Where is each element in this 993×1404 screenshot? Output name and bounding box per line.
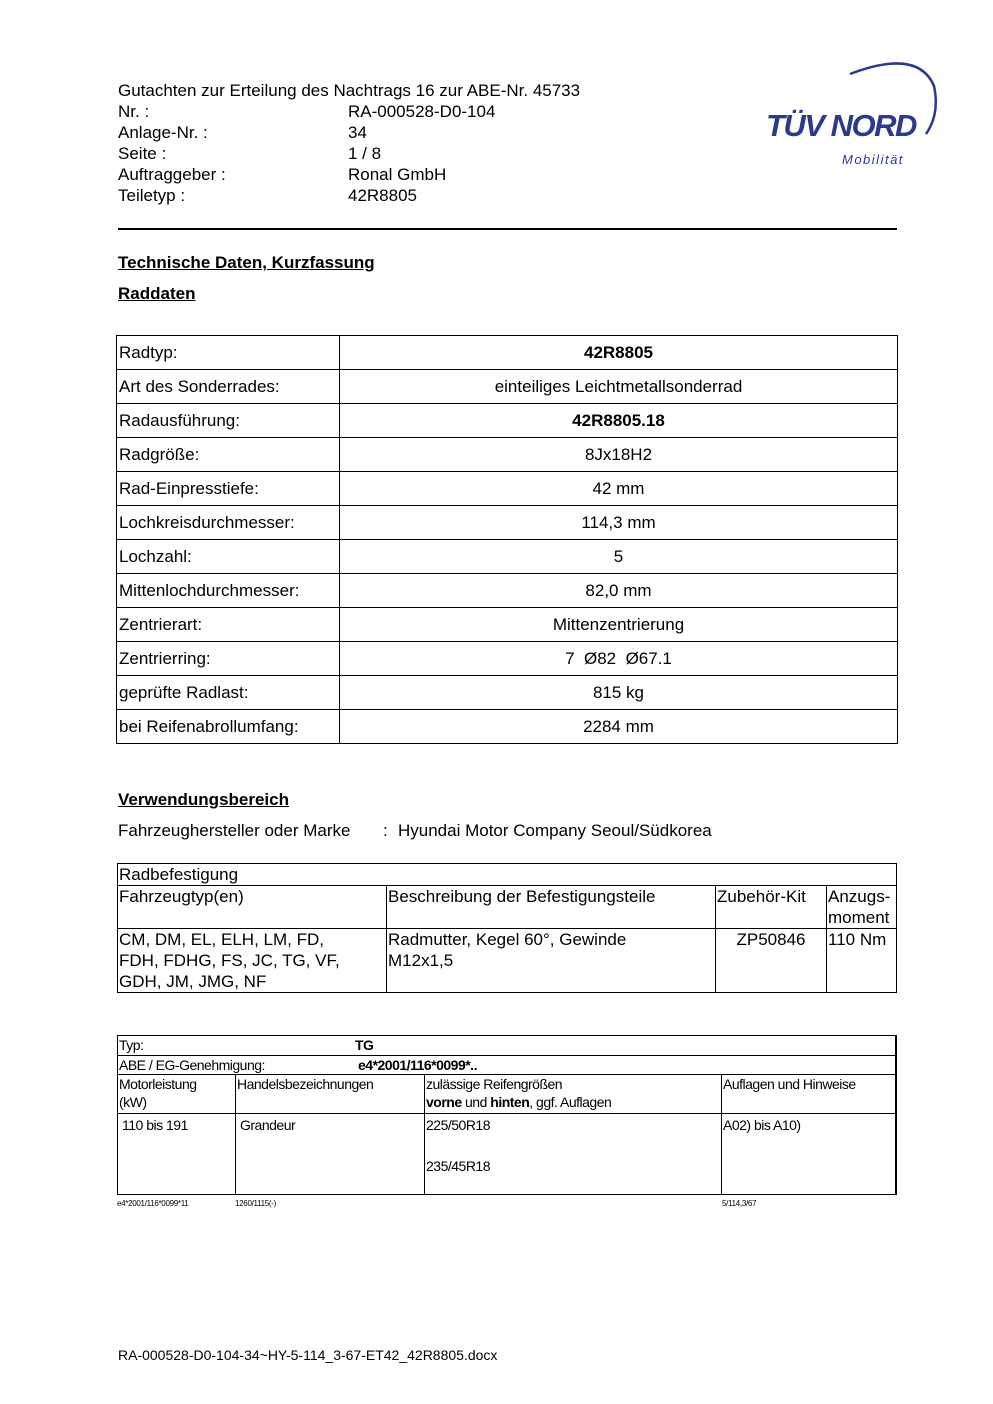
befestigung-table bbox=[117, 863, 897, 993]
tiny-note-bolt: 5/114,3/67 bbox=[722, 1199, 757, 1208]
raddaten-label: Radausführung: bbox=[117, 404, 340, 438]
table-row bbox=[117, 438, 898, 472]
raddaten-value: einteiliges Leichtmetallsonderrad bbox=[340, 370, 898, 404]
section-title-verwendung: Verwendungsbereich bbox=[118, 790, 289, 809]
befestigung-desc-line: Radmutter, Kegel 60°, Gewinde bbox=[388, 930, 627, 949]
befestigung-header-desc: Beschreibung der Befestigungsteile bbox=[387, 886, 716, 929]
hersteller-value: Hyundai Motor Company Seoul/Südkorea bbox=[398, 821, 712, 840]
raddaten-label: Lochzahl: bbox=[117, 540, 340, 574]
header-label-seite: Seite : bbox=[118, 144, 167, 163]
abe-label: ABE / EG-Genehmigung: bbox=[119, 1057, 265, 1073]
logo-brand: TÜV NORD bbox=[766, 108, 916, 143]
befestigung-types-line: CM, DM, EL, ELH, LM, FD, bbox=[119, 930, 324, 949]
typ-row bbox=[118, 1036, 897, 1056]
raddaten-value: 82,0 mm bbox=[340, 574, 898, 608]
table-row bbox=[118, 1075, 897, 1114]
typ-value: TG bbox=[355, 1037, 374, 1053]
table-row bbox=[118, 929, 897, 993]
raddaten-label: Lochkreisdurchmesser: bbox=[117, 506, 340, 540]
table-row bbox=[117, 370, 898, 404]
raddaten-value: 815 kg bbox=[340, 676, 898, 710]
table-row bbox=[117, 642, 898, 676]
table-row bbox=[118, 1036, 897, 1056]
abe-value: e4*2001/116*0099*.. bbox=[358, 1057, 477, 1073]
logo-subtitle: Mobilität bbox=[842, 152, 904, 167]
befestigung-types-line: FDH, FDHG, FS, JC, TG, VF, bbox=[119, 951, 340, 970]
raddaten-label: Zentrierring: bbox=[117, 642, 340, 676]
befestigung-types-line: GDH, JM, JMG, NF bbox=[119, 972, 267, 991]
table-row bbox=[117, 506, 898, 540]
befestigung-header-kit: Zubehör-Kit bbox=[716, 886, 827, 929]
table-row bbox=[118, 1114, 897, 1195]
table-row bbox=[118, 886, 897, 929]
raddaten-value: 7 Ø82 Ø67.1 bbox=[340, 642, 898, 676]
raddaten-label: Art des Sonderrades: bbox=[117, 370, 340, 404]
raddaten-value: 2284 mm bbox=[340, 710, 898, 744]
raddaten-label: geprüfte Radlast: bbox=[117, 676, 340, 710]
typ-header-hinten: hinten bbox=[490, 1094, 530, 1110]
abe-row bbox=[118, 1056, 897, 1075]
raddaten-label: Radtyp: bbox=[117, 336, 340, 370]
table-row bbox=[117, 574, 898, 608]
typ-power: 110 bis 191 bbox=[118, 1114, 236, 1195]
typ-tyre-1: 225/50R18 bbox=[426, 1117, 491, 1133]
typ-header-power-line2: (kW) bbox=[119, 1094, 147, 1110]
raddaten-value: 42 mm bbox=[340, 472, 898, 506]
header-value-auftraggeber: Ronal GmbH bbox=[348, 165, 447, 184]
raddaten-label: bei Reifenabrollumfang: bbox=[117, 710, 340, 744]
tiny-note-approval: e4*2001/116*0099*11 bbox=[117, 1199, 189, 1208]
hersteller-label: Fahrzeughersteller oder Marke bbox=[118, 821, 351, 840]
raddaten-value: 114,3 mm bbox=[340, 506, 898, 540]
typ-table-wrapper bbox=[117, 1035, 897, 1195]
header-value-teiletyp: 42R8805 bbox=[348, 186, 418, 205]
table-row bbox=[117, 608, 898, 642]
typ-table bbox=[117, 1035, 897, 1195]
raddaten-value: 42R8805 bbox=[340, 336, 898, 370]
header-label-auftraggeber: Auftraggeber : bbox=[118, 165, 226, 184]
raddaten-value: 42R8805.18 bbox=[340, 404, 898, 438]
table-row bbox=[117, 710, 898, 744]
befestigung-header-torque bbox=[827, 886, 897, 929]
typ-name: Grandeur bbox=[236, 1114, 425, 1195]
hersteller-separator: : bbox=[383, 821, 388, 840]
typ-header-vorne: vorne bbox=[426, 1094, 462, 1110]
section-title-raddaten: Raddaten bbox=[118, 284, 196, 303]
typ-header-rest: , ggf. Auflagen bbox=[529, 1094, 612, 1110]
table-row bbox=[117, 676, 898, 710]
header-label-nr: Nr. : bbox=[118, 102, 150, 121]
typ-tyres bbox=[425, 1114, 722, 1195]
typ-header-und: und bbox=[461, 1094, 491, 1110]
raddaten-label: Rad-Einpresstiefe: bbox=[117, 472, 340, 506]
befestigung-kit: ZP50846 bbox=[716, 929, 827, 993]
header-label-teiletyp: Teiletyp : bbox=[118, 186, 186, 205]
table-row bbox=[117, 472, 898, 506]
typ-header-power-line1: Motorleistung bbox=[119, 1076, 197, 1092]
table-row bbox=[117, 404, 898, 438]
tiny-note-load: 1260/1115(-) bbox=[235, 1199, 277, 1208]
typ-header-power bbox=[118, 1075, 236, 1114]
befestigung-header-types: Fahrzeugtyp(en) bbox=[118, 886, 387, 929]
raddaten-value: 5 bbox=[340, 540, 898, 574]
table-row bbox=[117, 540, 898, 574]
table-row bbox=[118, 1056, 897, 1075]
typ-tyre-2: 235/45R18 bbox=[426, 1158, 491, 1174]
typ-header-name: Handelsbezeichnungen bbox=[236, 1075, 425, 1114]
typ-header-tyres-line1: zulässige Reifengrößen bbox=[426, 1076, 563, 1092]
typ-header-tyres-line2 bbox=[426, 1093, 720, 1111]
footer-filename: RA-000528-D0-104-34~HY-5-114_3-67-ET42_42R8805.docx bbox=[118, 1347, 498, 1363]
typ-label: Typ: bbox=[119, 1037, 144, 1053]
header-value-seite: 1 / 8 bbox=[348, 144, 382, 163]
section-title-tech: Technische Daten, Kurzfassung bbox=[118, 253, 375, 272]
header-label-anlage: Anlage-Nr. : bbox=[118, 123, 208, 142]
befestigung-title: Radbefestigung bbox=[118, 864, 897, 886]
befestigung-types bbox=[118, 929, 387, 993]
header-value-nr: RA-000528-D0-104 bbox=[348, 102, 496, 121]
table-row bbox=[117, 336, 898, 370]
befestigung-desc-line: M12x1,5 bbox=[388, 951, 454, 970]
table-row bbox=[118, 864, 897, 886]
raddaten-value: 8Jx18H2 bbox=[340, 438, 898, 472]
header-divider bbox=[118, 228, 897, 230]
raddaten-label: Zentrierart: bbox=[117, 608, 340, 642]
document-title: Gutachten zur Erteilung des Nachtrags 16 zur ABE-Nr. 45733 bbox=[118, 81, 581, 100]
befestigung-torque: 110 Nm bbox=[827, 929, 897, 993]
raddaten-table bbox=[116, 335, 898, 744]
raddaten-value: Mittenzentrierung bbox=[340, 608, 898, 642]
header-value-anlage: 34 bbox=[348, 123, 367, 142]
befestigung-desc bbox=[387, 929, 716, 993]
typ-notes: A02) bis A10) bbox=[722, 1114, 897, 1195]
raddaten-label: Radgröße: bbox=[117, 438, 340, 472]
typ-header-tyres bbox=[425, 1075, 722, 1114]
befestigung-header-torque-line1: Anzugs- bbox=[828, 887, 891, 906]
typ-header-notes: Auflagen und Hinweise bbox=[722, 1075, 897, 1114]
raddaten-label: Mittenlochdurchmesser: bbox=[117, 574, 340, 608]
befestigung-header-torque-line2: moment bbox=[828, 908, 890, 927]
